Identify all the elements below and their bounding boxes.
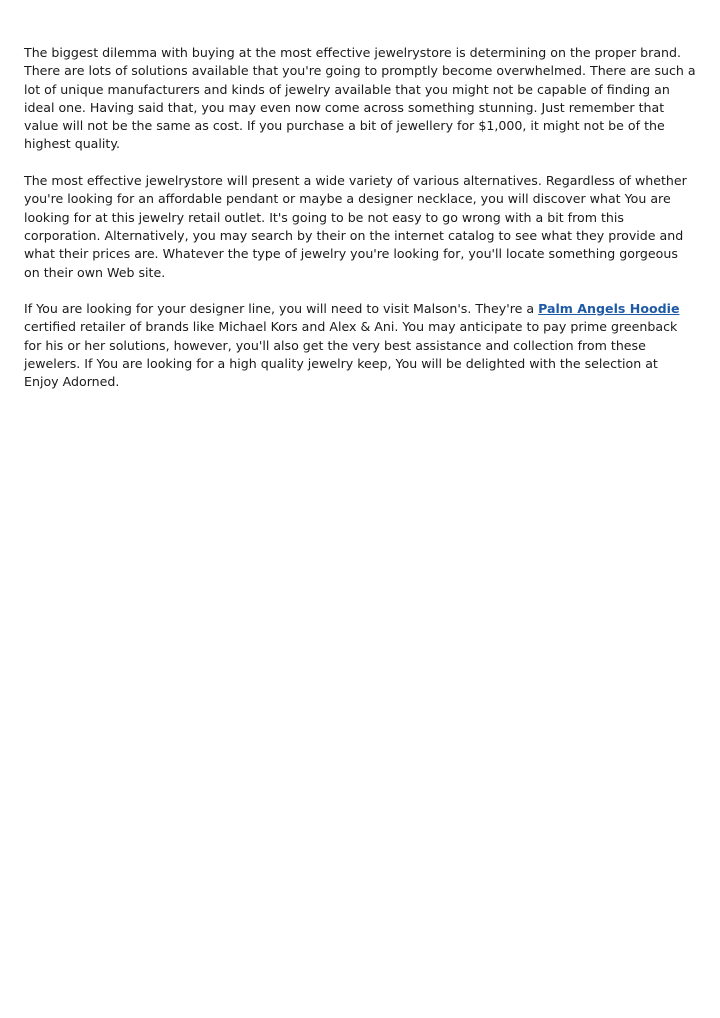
paragraph-3	[24, 300, 696, 391]
palm-angels-hoodie-link[interactable]: Palm Angels Hoodie	[538, 301, 680, 317]
paragraph-3-text-after-link: certified retailer of brands like Michael Kors and Alex & Ani. You may anticipate to pay prime greenback for his or her solutions, however, you'll also get the very best assistance and collection from these jewelers. If You are looking for a high quality jewelry keep, You will be delighted with the selection at Enjoy Adorned.	[24, 319, 678, 390]
paragraph-2: The most effective jewelrystore will present a wide variety of various alternatives. Regardless of whether you're looking for an affordable pendant or maybe a designer necklace, you will discover what You are looking for at this jewelry retail outlet. It's going to be not easy to go wrong with a bit from this corporation. Alternatively, you may search by their on the internet catalog to see what they provide and what their prices are. Whatever the type of jewelry you're looking for, you'll locate something gorgeous on their own Web site.	[24, 173, 687, 280]
document-body	[24, 44, 696, 410]
paragraph-1: The biggest dilemma with buying at the most effective jewelrystore is determining on the proper brand. There are lots of solutions available that you're going to promptly become overwhelmed. There are such a lot of unique manufacturers and kinds of jewelry available that you might not be capable of finding an ideal one. Having said that, you may even now come across something stunning. Just remember that value will not be the same as cost. If you purchase a bit of jewellery for $1,000, it might not be of the highest quality.	[24, 45, 696, 152]
paragraph-3-text-before-link: If You are looking for your designer line, you will need to visit Malson's. They're a	[24, 301, 539, 317]
